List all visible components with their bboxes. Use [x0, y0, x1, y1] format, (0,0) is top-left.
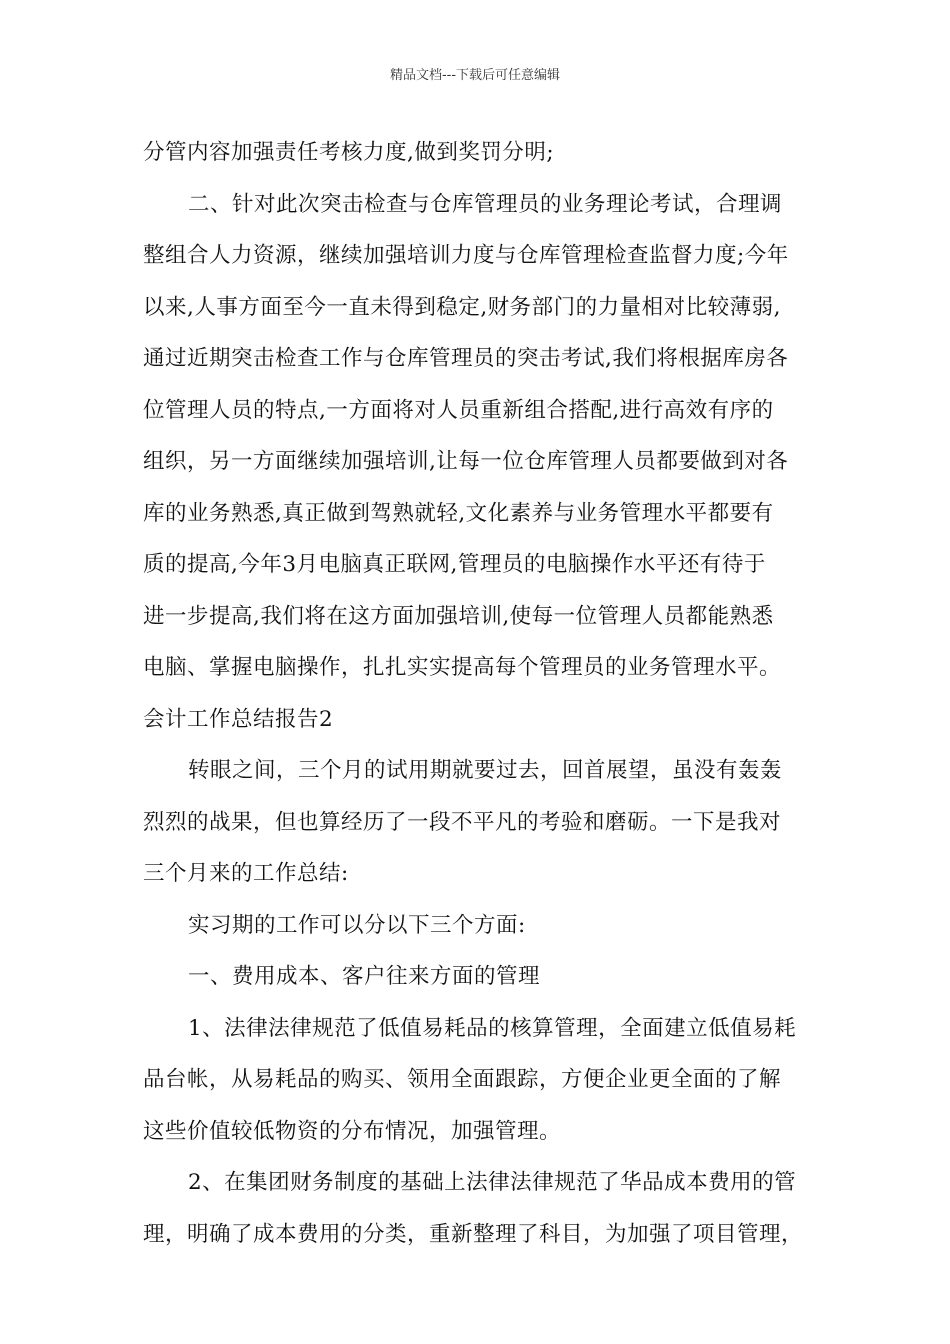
text-line: 三个月来的工作总结: [143, 861, 349, 886]
text-line: 整组合人力资源，继续加强培训力度与仓库管理检查监督力度;今年 [143, 243, 789, 268]
text-line: 电脑、掌握电脑操作，扎扎实实提高每个管理员的业务管理水平。 [143, 655, 782, 680]
section-heading: 会计工作总结报告2 [143, 706, 334, 732]
text-line: 实习期的工作可以分以下三个方面: [188, 912, 526, 938]
page-header: 精品文档---下载后可任意编辑 [389, 68, 561, 83]
text-line: 库的业务熟悉,真正做到驾熟就轻,文化素养与业务管理水平都要有 [143, 500, 774, 526]
text-line: 组织，另一方面继续加强培训,让每一位仓库管理人员都要做到对各 [143, 449, 789, 474]
text-line: 2、在集团财务制度的基础上法律法律规范了华品成本费用的管 [188, 1170, 797, 1195]
text-line: 一、费用成本、客户往来方面的管理 [188, 964, 541, 989]
document-body [143, 127, 823, 1260]
text-line: 这些价值较低物资的分布情况，加强管理。 [143, 1118, 562, 1144]
text-line: 1、法律法律规范了低值易耗品的核算管理，全面建立低值易耗 [188, 1015, 797, 1041]
text-line: 进一步提高,我们将在这方面加强培训,使每一位管理人员都能熟悉 [143, 603, 774, 629]
text-line: 烈烈的战果，但也算经历了一段不平凡的考验和磨砺。一下是我对 [143, 809, 782, 835]
text-line: 质的提高,今年3月电脑真正联网,管理员的电脑操作水平还有待于 [143, 552, 766, 577]
text-line: 品台帐，从易耗品的购买、领用全面跟踪，方便企业更全面的了解 [143, 1067, 782, 1092]
text-line: 位管理人员的特点,一方面将对人员重新组合搭配,进行高效有序的 [143, 397, 774, 423]
text-line: 分管内容加强责任考核力度,做到奖罚分明; [143, 140, 555, 165]
text-line: 转眼之间，三个月的试用期就要过去，回首展望，虽没有轰轰 [188, 758, 783, 783]
text-line: 通过近期突击检查工作与仓库管理员的突击考试,我们将根据库房各 [143, 346, 789, 371]
text-line: 二、针对此次突击检查与仓库管理员的业务理论考试，合理调 [188, 191, 783, 217]
text-line: 以来,人事方面至今一直未得到稳定,财务部门的力量相对比较薄弱, [143, 294, 782, 320]
text-line: 理，明确了成本费用的分类，重新整理了科目，为加强了项目管理， [143, 1221, 804, 1247]
